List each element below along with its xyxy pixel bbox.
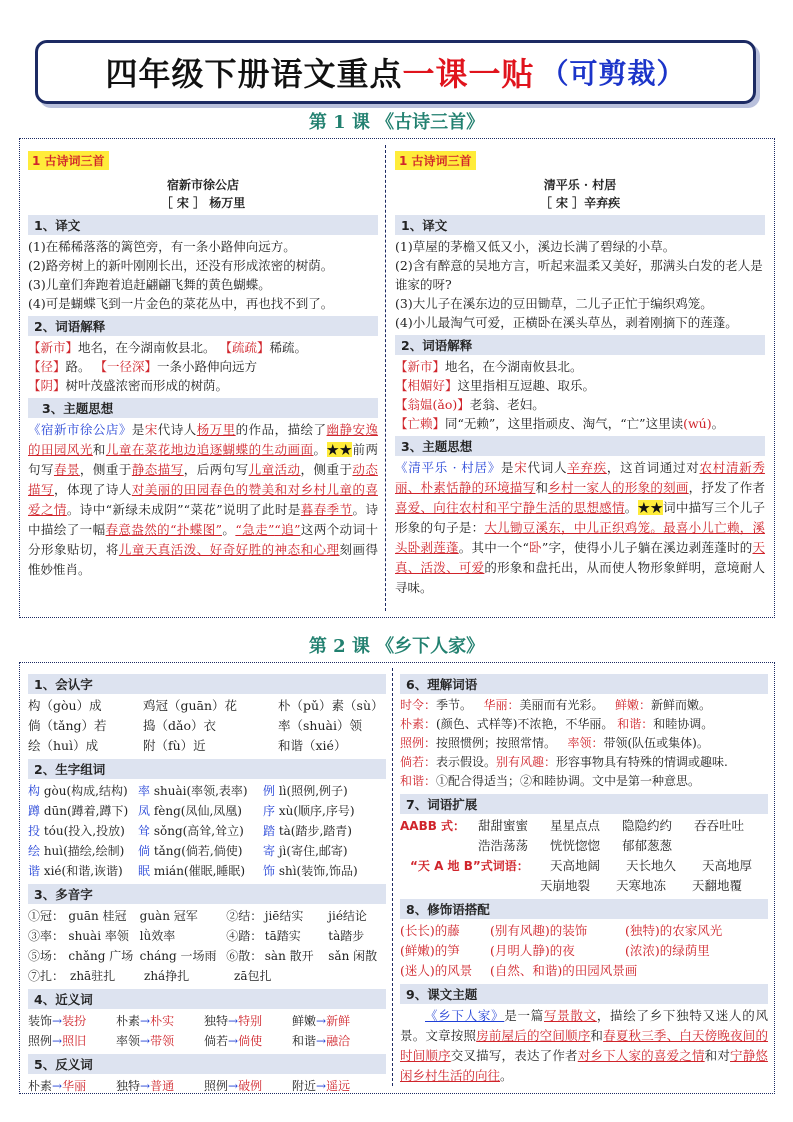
polyphone-cell: sàn 散开: [264, 949, 314, 963]
synonym-pair: [292, 1011, 368, 1031]
lesson1-left-column: [28, 151, 378, 580]
word-cell: [138, 801, 263, 821]
lesson2-right-column: [400, 671, 768, 1086]
poem-title: 清平乐 · 村居: [543, 178, 617, 192]
understand-line: 照例：按照惯例；按照常情。 率领：带领(队伍或集体)。: [400, 736, 709, 750]
understand-line: 时令：季节。 华丽：美丽而有光彩。 鲜嫩：新鲜而嫩。: [400, 698, 711, 712]
word-explain: 【相媚好】这里指相互逗趣、取乐。: [395, 378, 596, 393]
word-cell: [138, 781, 263, 801]
words-header: 2、词语解释: [28, 316, 378, 336]
recognize-row: 绘（huì）成 附（fù）近 和谐（xié）: [28, 738, 347, 753]
arrow-icon: →: [52, 1079, 63, 1093]
word-pinyin: xié(和谐,诙谐): [40, 864, 123, 878]
polyphone-cell: jiē结实: [264, 909, 304, 923]
word-explain: 【翁媪(ǎo)】老翁、老妇。: [395, 397, 545, 412]
word-row: [28, 861, 386, 881]
synonym-word: 和谐: [292, 1034, 317, 1048]
word-cell: [28, 801, 138, 821]
theme-header: 3、主题思想: [395, 436, 765, 456]
word-pinyin: tà(踏步,踏青): [275, 824, 352, 838]
word-pinyin: mián(催眠,睡眠): [150, 864, 246, 878]
section-tag: 1 古诗词三首: [395, 151, 476, 170]
synonym-pair: [116, 1031, 204, 1051]
synonym-match: 特别: [238, 1014, 263, 1028]
arrow-icon: →: [140, 1079, 151, 1093]
translation-header: 1、译文: [28, 215, 378, 235]
polyphone-cell: sǎn 闲散: [328, 949, 378, 963]
synonym-pair: [204, 1031, 292, 1051]
arrow-icon: →: [52, 1034, 63, 1048]
polyphone-cell: zhá挣扎: [144, 969, 190, 983]
word-char: 序: [263, 804, 276, 818]
title-main: 四年级下册语文重点: [105, 55, 403, 93]
word-pinyin: xù(顺序,序号): [275, 804, 355, 818]
word-cell: [263, 861, 373, 881]
word-cell: [28, 841, 138, 861]
synonym-word: 鲜嫩: [292, 1014, 317, 1028]
modifier-row: (长长)的藤 (别有风趣)的装饰 (独特)的农家风光: [400, 923, 723, 938]
antonym-match: 遥远: [326, 1079, 351, 1093]
translation-header: 1、译文: [395, 215, 765, 235]
tiandi-row: “天 A 地 B”式词语： 天高地阔 天长地久 天高地厚: [410, 858, 753, 873]
synonym-match: 照旧: [62, 1034, 87, 1048]
synonym-word: 装饰: [28, 1014, 53, 1028]
modifier-row: (鲜嫩)的笋 (月明人静)的夜 (浓浓)的绿荫里: [400, 943, 710, 958]
word-pinyin: huì(描绘,绘制): [40, 844, 125, 858]
antonym-word: 附近: [292, 1079, 317, 1093]
theme-header: 3、主题思想: [28, 398, 378, 418]
synonym-row: [28, 1011, 386, 1031]
word-char: 构: [28, 784, 41, 798]
translation-line: (3)大儿子在溪东边的豆田锄草，二儿子正忙于编织鸡笼。: [395, 296, 713, 311]
polyphone-cell: ③率：: [28, 929, 65, 943]
star-icon: ★★: [637, 500, 664, 515]
antonym-word: 照例: [204, 1079, 229, 1093]
aabb-row: 浩浩荡荡 恍恍惚惚 郁郁葱葱: [478, 838, 673, 853]
synonym-row: [28, 1031, 386, 1051]
word-char: 耸: [138, 824, 151, 838]
antonym-header: 5、反义词: [28, 1054, 386, 1074]
word-cell: [263, 801, 373, 821]
recognize-row: 倘（tǎng）若 捣（dǎo）衣 率（shuài）领: [28, 718, 362, 733]
synonym-match: 装扮: [62, 1014, 87, 1028]
aabb-row: AABB 式： 甜甜蜜蜜 星星点点 隐隐约约 吞吞吐吐: [400, 818, 745, 833]
polyphone-row: [28, 926, 386, 946]
words-header: 2、词语解释: [395, 335, 765, 355]
antonym-match: 普通: [150, 1079, 175, 1093]
arrow-icon: →: [228, 1014, 239, 1028]
theme-header: 9、课文主题: [400, 984, 768, 1004]
word-pinyin: gòu(构成,结构): [40, 784, 128, 798]
polyphone-cell: tā踏实: [264, 929, 301, 943]
word-explain: 【径】路。 【一径深】一条小路伸向远方: [28, 359, 258, 374]
theme-paragraph: 《乡下人家》是一篇写景散文，描绘了乡下独特又迷人的风景。文章按照房前屋后的空间顺序和春夏秋三季、白天傍晚夜间的时间顺序交叉描写，表达了作者对乡下人家的喜爱之情和对宁静悠闲乡村生活的向往。: [400, 1008, 768, 1083]
word-cell: [263, 781, 373, 801]
word-explain: 【亡赖】同“无赖”，这里指顽皮、淘气，“亡”这里读(wú)。: [395, 416, 725, 431]
poem-author: ［ 宋 ］辛弃疾: [539, 196, 621, 210]
arrow-icon: →: [228, 1079, 239, 1093]
word-explain: 【新市】地名，在今湖南攸县北。 【疏疏】稀疏。: [28, 340, 308, 355]
section-tag: 1 古诗词三首: [28, 151, 109, 170]
translation-line: (4)可是蝴蝶飞到一片金色的菜花丛中，再也找不到了。: [28, 296, 334, 311]
word-char: 率: [138, 784, 151, 798]
polyphone-cell: shuài 率领: [68, 929, 129, 943]
arrow-icon: →: [316, 1014, 327, 1028]
word-explain: 【新市】地名，在今湖南攸县北。: [395, 359, 583, 374]
poem-author: ［ 宋 ］ 杨万里: [160, 196, 246, 210]
antonym-row: [28, 1076, 386, 1096]
word-row: [28, 781, 386, 801]
theme-paragraph: 《清平乐 · 村居》是宋代词人辛弃疾，这首词通过对农村清新秀丽、朴素恬静的环境描写和乡村一家人的形象的刻画，抒发了作者喜爱、向往农村和平宁静生活的思想感情。★★词中描写三个儿子形象的句子是：大儿锄豆溪东，中儿正织鸡笼。最喜小儿亡赖，溪头卧剥莲蓬。其中一个“卧”字，使得小儿子躺在溪边剥莲蓬时的天真、活泼、可爱的形象和盘托出，从而使人物形象鲜明，意境耐人寻味。: [395, 460, 765, 595]
title-highlight: 一课一贴: [402, 55, 535, 93]
antonym-pair: [204, 1076, 292, 1096]
synonym-match: 倘使: [238, 1034, 263, 1048]
word-cell: [138, 821, 263, 841]
synonym-word: 独特: [204, 1014, 229, 1028]
page-title: [35, 40, 756, 104]
word-char: 蹲: [28, 804, 41, 818]
lesson2-heading: 第 2 课 《乡下人家》: [308, 636, 485, 657]
antonym-match: 破例: [238, 1079, 263, 1093]
word-char: 投: [28, 824, 41, 838]
polyphone-cell: ⑥散：: [226, 949, 263, 963]
synonym-word: 朴素: [116, 1014, 141, 1028]
polyphone-header: 3、多音字: [28, 884, 386, 904]
word-char: 绘: [28, 844, 41, 858]
modifier-header: 8、修饰语搭配: [400, 899, 768, 919]
arrow-icon: →: [228, 1034, 239, 1048]
antonym-word: 独特: [116, 1079, 141, 1093]
arrow-icon: →: [316, 1079, 327, 1093]
understand-line: 朴素：(颜色、式样等)不浓艳，不华丽。 和谐：和睦协调。: [400, 717, 714, 731]
word-cell: [138, 841, 263, 861]
word-cell: [28, 861, 138, 881]
word-explain: 【阴】树叶茂盛浓密而形成的树荫。: [28, 378, 229, 393]
polyphone-cell: lǜ效率: [139, 929, 176, 943]
title-note: （可剪裁）: [540, 57, 686, 90]
understand-line: 和谐：①配合得适当；②和睦协调。文中是第一种意思。: [400, 774, 701, 788]
poem-title: 宿新市徐公店: [166, 178, 239, 192]
polyphone-cell: ①冠：: [28, 909, 65, 923]
word-cell: [28, 821, 138, 841]
theme-paragraph: 《宿新市徐公店》是宋代诗人杨万里的作品，描绘了幽静安逸的田园风光和儿童在菜花地边追逐蝴蝶的生动画面。★★前两句写春景，侧重于静态描写，后两句写儿童活动，侧重于动态描写，体现了诗人对美丽的田园春色的赞美和对乡村儿童的喜爱之情。诗中“新绿未成阴”“菜花”说明了此时是暮春季节。诗中描绘了一幅春意盎然的“扑蝶图”。“急走”“追”这两个动词十分形象贴切，将儿童天真活泼、好奇好胜的神态和心理刻画得惟妙惟肖。: [28, 422, 379, 577]
synonym-word: 倘若: [204, 1034, 229, 1048]
word-pinyin: shuài(率领,表率): [150, 784, 248, 798]
polyphone-cell: ④踏：: [226, 929, 263, 943]
word-pinyin: lì(照例,例子): [275, 784, 348, 798]
word-cell: [263, 841, 373, 861]
word-pinyin: shì(装饰,饰品): [275, 864, 358, 878]
synonym-match: 新鲜: [326, 1014, 351, 1028]
polyphone-cell: tà踏步: [328, 929, 365, 943]
translation-line: (4)小儿最淘气可爱，正横卧在溪头草丛，剥着刚摘下的莲蓬。: [395, 315, 738, 330]
antonym-pair: [292, 1076, 368, 1096]
word-pinyin: tǎng(倘若,倘使): [150, 844, 243, 858]
synonym-pair: [292, 1031, 368, 1051]
word-row: [28, 841, 386, 861]
lesson1-heading: 第 1 课 《古诗三首》: [308, 112, 485, 133]
word-char: 饰: [263, 864, 276, 878]
word-char: 谐: [28, 864, 41, 878]
polyphone-cell: cháng 一场雨: [139, 949, 217, 963]
new-words-list: [28, 781, 386, 881]
word-cell: [263, 821, 373, 841]
synonym-header: 4、近义词: [28, 989, 386, 1009]
translation-line: (1)在稀稀落落的篱笆旁，有一条小路伸向远方。: [28, 239, 296, 254]
word-pinyin: fèng(凤仙,凤凰): [150, 804, 242, 818]
understand-header: 6、理解词语: [400, 674, 768, 694]
polyphone-cell: ②结：: [226, 909, 263, 923]
polyphone-cell: ⑤场：: [28, 949, 65, 963]
translation-line: (1)草屋的茅檐又低又小，溪边长满了碧绿的小草。: [395, 239, 676, 254]
word-char: 例: [263, 784, 276, 798]
synonym-match: 融洽: [326, 1034, 351, 1048]
antonym-word: 朴素: [28, 1079, 53, 1093]
synonym-pair: [116, 1011, 204, 1031]
arrow-icon: →: [52, 1014, 63, 1028]
synonym-word: 照例: [28, 1034, 53, 1048]
word-row: [28, 821, 386, 841]
antonym-list: [28, 1076, 386, 1096]
synonym-list: [28, 1011, 386, 1051]
translation-line: (2)含有醉意的吴地方言，听起来温柔又美好，那满头白发的老人是谁家的呀?: [395, 258, 763, 292]
recognize-header: 1、会认字: [28, 674, 386, 694]
lesson2-divider: [392, 668, 393, 1086]
star-icon: ★★: [326, 442, 353, 457]
polyphone-row: [28, 906, 386, 926]
word-char: 凤: [138, 804, 151, 818]
arrow-icon: →: [140, 1034, 151, 1048]
expand-header: 7、词语扩展: [400, 794, 768, 814]
synonym-word: 率领: [116, 1034, 141, 1048]
synonym-pair: [28, 1031, 116, 1051]
word-cell: [138, 861, 263, 881]
synonym-match: 带领: [150, 1034, 175, 1048]
lesson2-left-column: [28, 671, 386, 1096]
antonym-match: 华丽: [62, 1079, 87, 1093]
polyphone-row: [28, 946, 386, 966]
polyphone-cell: zhā驻扎: [70, 969, 116, 983]
translation-line: (2)路旁树上的新叶刚刚长出，还没有形成浓密的树荫。: [28, 258, 334, 273]
polyphone-cell: ⑦扎：: [28, 969, 65, 983]
word-pinyin: dūn(蹲着,蹲下): [40, 804, 129, 818]
polyphone-cell: zā包扎: [234, 969, 272, 983]
word-pinyin: sǒng(高耸,耸立): [150, 824, 244, 838]
word-cell: [28, 781, 138, 801]
polyphone-cell: chǎng 广场: [68, 949, 134, 963]
modifier-row: (迷人)的风景 (自然、和谐)的田园风景画: [400, 963, 638, 978]
word-char: 眠: [138, 864, 151, 878]
tiandi-row: 天崩地裂 天寒地冻 天翻地覆: [540, 878, 743, 893]
polyphone-cell: jié结论: [328, 909, 367, 923]
word-char: 踏: [263, 824, 276, 838]
word-pinyin: jì(寄住,邮寄): [275, 844, 348, 858]
synonym-pair: [204, 1011, 292, 1031]
understand-line: 倘若：表示假设。别有风趣：形容事物具有特殊的情调或趣味.: [400, 755, 728, 769]
synonym-pair: [28, 1011, 116, 1031]
recognize-row: 构（gòu）成 鸡冠（guān）花 朴（pǔ）素（sù）: [28, 698, 384, 713]
arrow-icon: →: [140, 1014, 151, 1028]
polyphone-list: [28, 906, 386, 986]
polyphone-cell: guān 桂冠: [68, 909, 127, 923]
arrow-icon: →: [316, 1034, 327, 1048]
antonym-pair: [116, 1076, 204, 1096]
polyphone-cell: guàn 冠军: [139, 909, 198, 923]
word-char: 倘: [138, 844, 151, 858]
synonym-match: 朴实: [150, 1014, 175, 1028]
word-pinyin: tóu(投入,投放): [40, 824, 125, 838]
lesson1-right-column: [395, 151, 765, 598]
lesson1-divider: [385, 145, 386, 611]
antonym-pair: [28, 1076, 116, 1096]
new-words-header: 2、生字组词: [28, 759, 386, 779]
word-char: 寄: [263, 844, 276, 858]
polyphone-row: [28, 966, 386, 986]
translation-line: (3)儿童们奔跑着追赶翩翩飞舞的黄色蝴蝶。: [28, 277, 271, 292]
word-row: [28, 801, 386, 821]
